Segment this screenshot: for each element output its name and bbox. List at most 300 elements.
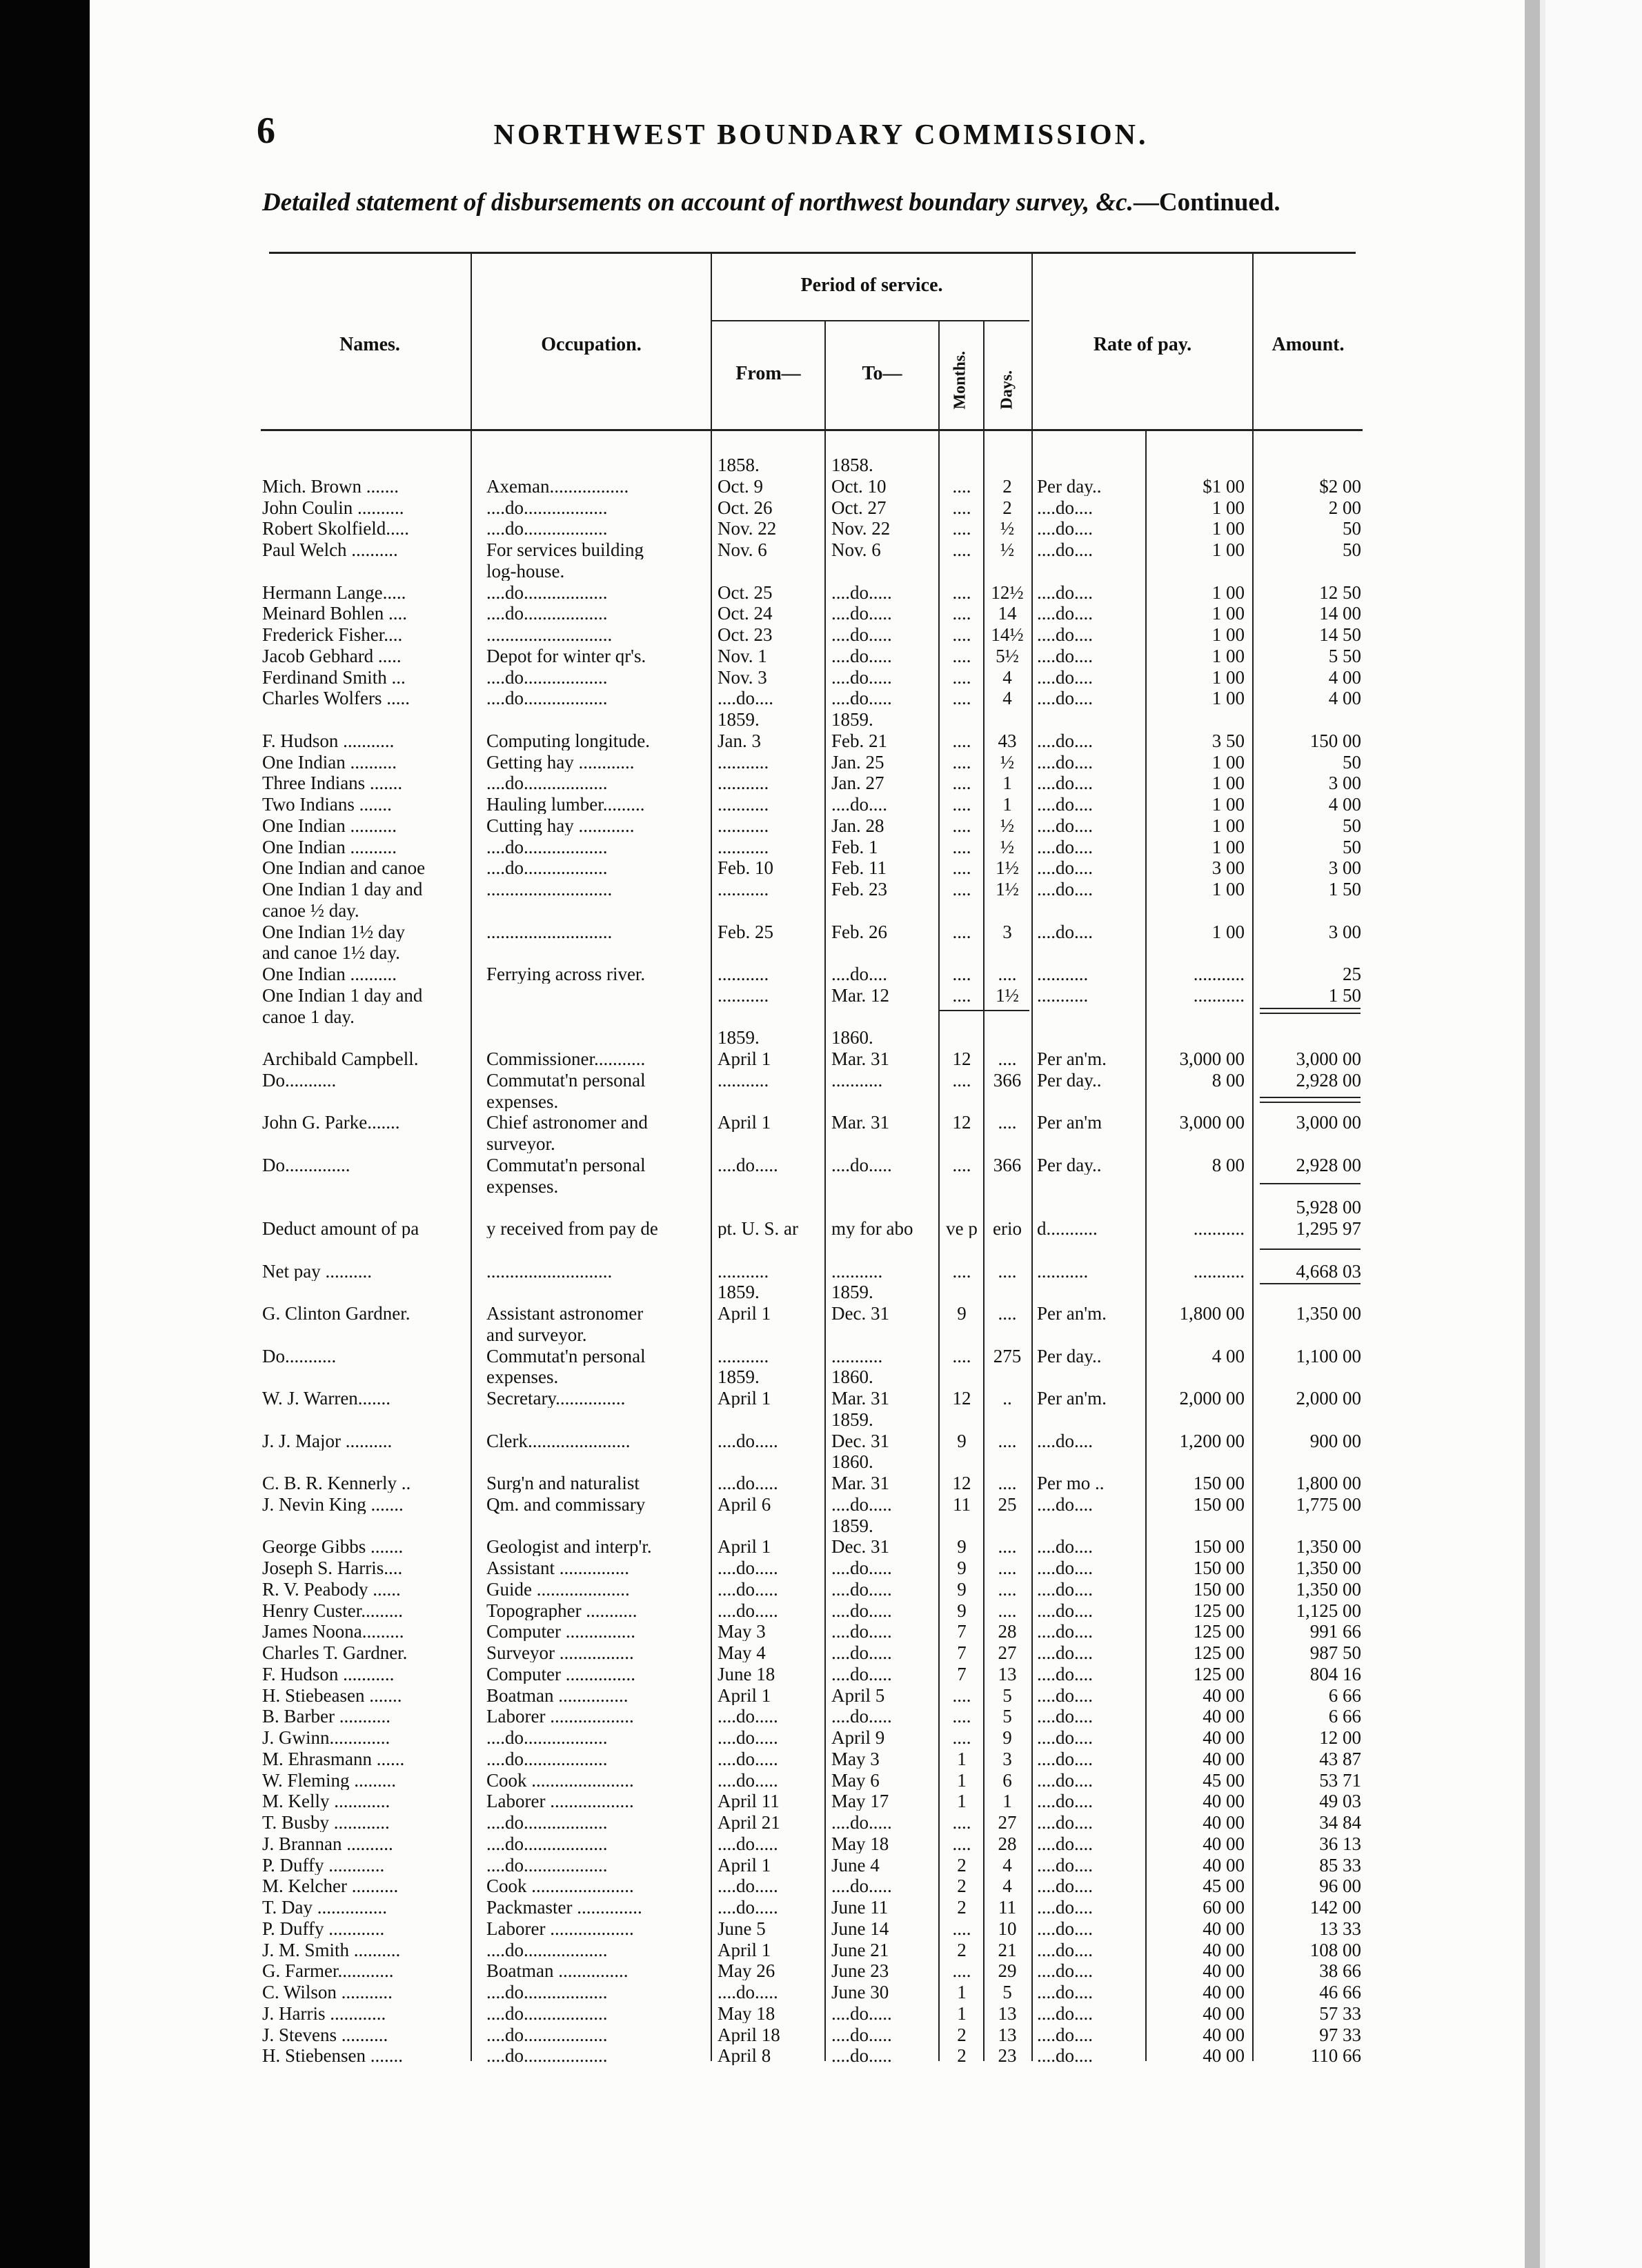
cell-from: ....do..... xyxy=(718,1600,778,1620)
cell-rate-unit: ....do.... xyxy=(1037,2003,1093,2023)
cell-to: 1860. xyxy=(831,1367,873,1387)
cell-name: and canoe 1½ day. xyxy=(262,943,400,963)
cell-name: canoe ½ day. xyxy=(262,900,359,920)
cell-days: .... xyxy=(998,1600,1017,1620)
cell-amount: 13 33 xyxy=(1319,1918,1361,1938)
cell-from: April 1 xyxy=(718,1940,771,1960)
cell-name: Net pay .......... xyxy=(262,1261,372,1281)
cell-months: .... xyxy=(952,625,971,644)
cell-days: ½ xyxy=(1000,837,1015,857)
period-subrule xyxy=(711,320,1029,321)
cell-name: H. Stiebensen ....... xyxy=(262,2046,403,2066)
cell-occ: Axeman................. xyxy=(486,476,629,496)
cell-rate-unit: ....do.... xyxy=(1037,540,1093,559)
cell-rate: 45 00 xyxy=(1203,1876,1245,1896)
cell-from: ....do..... xyxy=(718,1833,778,1853)
cell-months: .... xyxy=(952,497,971,517)
cell-rate: 3 50 xyxy=(1211,730,1245,750)
cell-rate: 1 00 xyxy=(1211,604,1245,624)
cell-name: J. Stevens .......... xyxy=(262,2025,388,2045)
cell-amount: 2 00 xyxy=(1328,497,1361,517)
cell-rate-unit: ....do.... xyxy=(1037,688,1093,708)
cell-name: B. Barber ........... xyxy=(262,1707,390,1727)
cell-to: 1858. xyxy=(831,455,873,475)
cell-occ: ........................... xyxy=(486,879,613,899)
cell-rate-unit: ....do.... xyxy=(1037,752,1093,772)
cell-rate: 1 00 xyxy=(1211,879,1245,899)
cell-occ: Packmaster .............. xyxy=(486,1898,642,1917)
cell-days: 5 xyxy=(1002,1685,1012,1705)
cell-rate: 150 00 xyxy=(1193,1473,1245,1493)
cell-to: Mar. 31 xyxy=(831,1113,889,1133)
cell-rate: $1 00 xyxy=(1203,476,1245,496)
cell-name: canoe 1 day. xyxy=(262,1006,355,1026)
cell-rate-unit: Per an'm. xyxy=(1037,1304,1107,1323)
header-period: Period of service. xyxy=(800,275,943,296)
cell-to: Dec. 31 xyxy=(831,1431,889,1451)
cell-to: ....do..... xyxy=(831,667,892,687)
cell-amount: 6 66 xyxy=(1328,1707,1361,1727)
cell-months: 2 xyxy=(957,1855,967,1875)
cell-occ: Commutat'n personal xyxy=(486,1346,646,1366)
cell-amount: 14 50 xyxy=(1319,625,1361,644)
cell-rate-unit: ....do.... xyxy=(1037,625,1093,644)
cell-days: .... xyxy=(998,1473,1017,1493)
cell-to: Jan. 27 xyxy=(831,773,884,793)
cell-rate: 40 00 xyxy=(1203,1728,1245,1747)
cell-to: Nov. 22 xyxy=(831,519,891,539)
cell-occ: expenses. xyxy=(486,1176,559,1196)
cell-days: 1 xyxy=(1002,773,1012,793)
cell-name: Hermann Lange..... xyxy=(262,582,406,602)
cell-rate-unit: ....do.... xyxy=(1037,1494,1093,1514)
cell-amount: 6 66 xyxy=(1328,1685,1361,1705)
cell-occ: Computer ............... xyxy=(486,1622,635,1642)
cell-to: ....do..... xyxy=(831,1664,892,1684)
cell-name: Joseph S. Harris.... xyxy=(262,1558,403,1578)
cell-amount: 85 33 xyxy=(1319,1855,1361,1875)
cell-days: 27 xyxy=(998,1813,1017,1832)
cell-days: .... xyxy=(998,964,1017,984)
cell-months: .... xyxy=(952,1728,971,1747)
cell-rate-unit: ....do.... xyxy=(1037,858,1093,878)
cell-amount: 12 50 xyxy=(1319,582,1361,602)
cell-from: ........... xyxy=(718,815,769,835)
cell-name: Do........... xyxy=(262,1346,337,1366)
cell-months: ve p xyxy=(946,1219,978,1238)
cell-rate: 40 00 xyxy=(1203,1813,1245,1832)
cell-amount: 4 00 xyxy=(1328,688,1361,708)
cell-months: 12 xyxy=(952,1389,971,1408)
cell-days: .... xyxy=(998,1431,1017,1451)
cell-to: ....do..... xyxy=(831,2025,892,2045)
cell-occ: expenses. xyxy=(486,1367,559,1387)
cell-name: F. Hudson ........... xyxy=(262,730,395,750)
cell-from: Oct. 9 xyxy=(718,476,763,496)
cell-rate: ........... xyxy=(1193,964,1245,984)
cell-from: April 1 xyxy=(718,1389,771,1408)
cell-amount: 50 xyxy=(1343,752,1361,772)
cell-to: 1860. xyxy=(831,1028,873,1048)
cell-name: One Indian 1½ day xyxy=(262,922,405,942)
cell-amount: 150 00 xyxy=(1309,730,1361,750)
cell-months: 1 xyxy=(957,1749,967,1769)
cell-amount: 36 13 xyxy=(1319,1833,1361,1853)
cell-from: Nov. 6 xyxy=(718,540,767,559)
sum-rule-2b xyxy=(1260,1102,1361,1103)
cell-months: .... xyxy=(952,1685,971,1705)
cell-days: .... xyxy=(998,1304,1017,1323)
cell-to: Dec. 31 xyxy=(831,1537,889,1557)
cell-days: 4 xyxy=(1002,667,1012,687)
cell-rate-unit: ....do.... xyxy=(1037,1728,1093,1747)
sum-rule-2 xyxy=(1260,1097,1361,1098)
cell-occ: Depot for winter qr's. xyxy=(486,646,646,666)
cell-to: ........... xyxy=(831,1346,883,1366)
cell-to: Mar. 12 xyxy=(831,985,889,1005)
cell-from: April 1 xyxy=(718,1304,771,1323)
cell-to: Mar. 31 xyxy=(831,1389,889,1408)
cell-rate: 40 00 xyxy=(1203,1940,1245,1960)
cell-from: pt. U. S. ar xyxy=(718,1219,798,1238)
cell-amount: 57 33 xyxy=(1319,2003,1361,2023)
col-sep-months xyxy=(983,321,985,2061)
cell-rate: 40 00 xyxy=(1203,1855,1245,1875)
cell-days: 2 xyxy=(1002,497,1012,517)
cell-amount: 1,350 00 xyxy=(1296,1558,1361,1578)
cell-rate: 40 00 xyxy=(1203,1961,1245,1981)
cell-amount: 987 50 xyxy=(1309,1643,1361,1662)
cell-rate-unit: ....do.... xyxy=(1037,667,1093,687)
cell-amount: 1,125 00 xyxy=(1296,1600,1361,1620)
cell-occ: ....do.................. xyxy=(486,1833,608,1853)
cell-rate: 1 00 xyxy=(1211,773,1245,793)
cell-months: .... xyxy=(952,922,971,942)
cell-to: 1859. xyxy=(831,1515,873,1535)
header-names: Names. xyxy=(339,334,400,355)
cell-rate-unit: Per day.. xyxy=(1037,1070,1102,1090)
cell-rate-unit: Per day.. xyxy=(1037,476,1102,496)
cell-name: Three Indians ....... xyxy=(262,773,403,793)
cell-name: W. Fleming ......... xyxy=(262,1770,397,1790)
cell-from: April 1 xyxy=(718,1049,771,1068)
cell-rate: 125 00 xyxy=(1193,1664,1245,1684)
cell-to: ....do..... xyxy=(831,2046,892,2066)
cell-days: 1 xyxy=(1002,1791,1012,1811)
cell-rate: 1 00 xyxy=(1211,837,1245,857)
cell-amount: 804 16 xyxy=(1309,1664,1361,1684)
cell-rate: 1 00 xyxy=(1211,815,1245,835)
cell-rate-unit: ....do.... xyxy=(1037,2025,1093,2045)
cell-rate: 150 00 xyxy=(1193,1537,1245,1557)
cell-months: 9 xyxy=(957,1537,967,1557)
cell-to: May 3 xyxy=(831,1749,880,1769)
cell-months: .... xyxy=(952,837,971,857)
cell-name: Meinard Bohlen .... xyxy=(262,604,407,624)
cell-rate-unit: ....do.... xyxy=(1037,795,1093,814)
cell-rate-unit: ....do.... xyxy=(1037,1961,1093,1981)
cell-from: ....do..... xyxy=(718,1749,778,1769)
cell-days: 6 xyxy=(1002,1770,1012,1790)
cell-to: my for abo xyxy=(831,1219,913,1238)
cell-rate: 2,000 00 xyxy=(1179,1389,1245,1408)
cell-months: .... xyxy=(952,795,971,814)
cell-months: 12 xyxy=(952,1473,971,1493)
cell-amount: 25 xyxy=(1343,964,1361,984)
cell-occ: ....do.................. xyxy=(486,604,608,624)
cell-name: One Indian .......... xyxy=(262,964,397,984)
cell-rate: 1,800 00 xyxy=(1179,1304,1245,1323)
cell-from: ....do..... xyxy=(718,1579,778,1599)
cell-occ: ....do.................. xyxy=(486,773,608,793)
cell-occ: ....do.................. xyxy=(486,1940,608,1960)
cell-days: 5 xyxy=(1002,1707,1012,1727)
cell-from: Oct. 24 xyxy=(718,604,773,624)
cell-rate-unit: ....do.... xyxy=(1037,1940,1093,1960)
cell-occ: Boatman ............... xyxy=(486,1961,629,1981)
cell-days: 29 xyxy=(998,1961,1017,1981)
col-sep-rate xyxy=(1252,254,1254,2061)
cell-name: C. B. R. Kennerly .. xyxy=(262,1473,411,1493)
cell-days: 3 xyxy=(1002,1749,1012,1769)
cell-rate-unit: ....do.... xyxy=(1037,646,1093,666)
cell-from: April 1 xyxy=(718,1685,771,1705)
cell-occ: Cutting hay ............ xyxy=(486,815,635,835)
sum-rule-4 xyxy=(1260,1249,1361,1250)
header-amount: Amount. xyxy=(1272,334,1345,355)
cell-days: .... xyxy=(998,1537,1017,1557)
cell-occ: surveyor. xyxy=(486,1134,555,1153)
cell-rate-unit: ....do.... xyxy=(1037,1622,1093,1642)
cell-months: 1 xyxy=(957,2003,967,2023)
cell-name: One Indian 1 day and xyxy=(262,985,423,1005)
cell-rate-unit: ....do.... xyxy=(1037,1749,1093,1769)
table-caption xyxy=(262,188,1280,217)
cell-rate-unit: ....do.... xyxy=(1037,1537,1093,1557)
cell-days: 21 xyxy=(998,1940,1017,1960)
cell-rate: 1 00 xyxy=(1211,688,1245,708)
cell-months: .... xyxy=(952,1961,971,1981)
cell-amount: 2,000 00 xyxy=(1296,1389,1361,1408)
cell-occ: ....do.................. xyxy=(486,1855,608,1875)
cell-name: J. Brannan .......... xyxy=(262,1833,393,1853)
cell-from: ....do..... xyxy=(718,1728,778,1747)
cell-days: .... xyxy=(998,1558,1017,1578)
header-to: To— xyxy=(862,363,902,384)
cell-to: 1859. xyxy=(831,1409,873,1429)
cell-from: Nov. 22 xyxy=(718,519,777,539)
cell-months: 7 xyxy=(957,1643,967,1662)
cell-rate: 1 00 xyxy=(1211,540,1245,559)
cell-occ: ........................... xyxy=(486,625,613,644)
cell-days: 4 xyxy=(1002,688,1012,708)
cell-from: ....do..... xyxy=(718,1558,778,1578)
cell-from: ........... xyxy=(718,1261,769,1281)
cell-rate-unit: ....do.... xyxy=(1037,730,1093,750)
cell-months: .... xyxy=(952,667,971,687)
cell-occ: Hauling lumber......... xyxy=(486,795,645,814)
cell-rate: 150 00 xyxy=(1193,1558,1245,1578)
cell-to: June 21 xyxy=(831,1940,889,1960)
cell-to: Feb. 26 xyxy=(831,922,887,942)
cell-amount: 1,775 00 xyxy=(1296,1494,1361,1514)
cell-amount: 43 87 xyxy=(1319,1749,1361,1769)
cell-rate-unit: ....do.... xyxy=(1037,1918,1093,1938)
cell-rate-unit: Per day.. xyxy=(1037,1155,1102,1175)
cell-rate-unit: Per mo .. xyxy=(1037,1473,1105,1493)
cell-months: .... xyxy=(952,1707,971,1727)
cell-amount: 108 00 xyxy=(1309,1940,1361,1960)
cell-months: .... xyxy=(952,815,971,835)
cell-to: ....do..... xyxy=(831,1707,892,1727)
cell-months: 1 xyxy=(957,1770,967,1790)
cell-months: 1 xyxy=(957,1982,967,2002)
cell-to: ....do.... xyxy=(831,795,887,814)
cell-from: April 11 xyxy=(718,1791,780,1811)
cell-amount: 1 50 xyxy=(1328,985,1361,1005)
cell-rate-unit: ....do.... xyxy=(1037,582,1093,602)
cell-days: 4 xyxy=(1002,1876,1012,1896)
cell-to: ....do..... xyxy=(831,582,892,602)
cell-to: Feb. 23 xyxy=(831,879,887,899)
cell-amount: 110 66 xyxy=(1310,2046,1361,2066)
cell-days: ½ xyxy=(1000,519,1015,539)
cell-days: 14½ xyxy=(991,625,1024,644)
col-sep-days xyxy=(1031,254,1033,2061)
cell-months: .... xyxy=(952,582,971,602)
cell-occ: Guide .................... xyxy=(486,1579,630,1599)
cell-months: 2 xyxy=(957,1940,967,1960)
cell-days: 5½ xyxy=(996,646,1019,666)
cell-occ: Assistant ............... xyxy=(486,1558,630,1578)
cell-occ: Qm. and commissary xyxy=(486,1494,646,1514)
cell-occ: Assistant astronomer xyxy=(486,1304,644,1323)
cell-days: 1½ xyxy=(996,858,1019,878)
cell-occ: ....do.................. xyxy=(486,858,608,878)
cell-to: May 17 xyxy=(831,1791,889,1811)
cell-rate: 4 00 xyxy=(1211,1346,1245,1366)
cell-occ: Computer ............... xyxy=(486,1664,635,1684)
sum-rule-months xyxy=(940,1010,1029,1011)
cell-name: James Noona......... xyxy=(262,1622,404,1642)
cell-months: .... xyxy=(952,688,971,708)
cell-rate: 1 00 xyxy=(1211,752,1245,772)
cell-to: ....do..... xyxy=(831,1643,892,1662)
cell-rate-unit: ....do.... xyxy=(1037,1431,1093,1451)
cell-days: ½ xyxy=(1000,752,1015,772)
cell-amount: 49 03 xyxy=(1319,1791,1361,1811)
cell-to: ....do.... xyxy=(831,964,887,984)
cell-months: 2 xyxy=(957,2046,967,2066)
cell-name: Paul Welch .......... xyxy=(262,540,398,559)
cell-name: Charles Wolfers ..... xyxy=(262,688,410,708)
cell-days: .... xyxy=(998,1579,1017,1599)
cell-amount: 96 00 xyxy=(1319,1876,1361,1896)
cell-rate: 1 00 xyxy=(1211,582,1245,602)
cell-name: George Gibbs ....... xyxy=(262,1537,404,1557)
cell-months: .... xyxy=(952,1346,971,1366)
cell-to: April 9 xyxy=(831,1728,885,1747)
cell-months: .... xyxy=(952,1155,971,1175)
cell-occ: Laborer .................. xyxy=(486,1791,634,1811)
cell-days: ½ xyxy=(1000,815,1015,835)
cell-rate: ........... xyxy=(1193,1261,1245,1281)
cell-amount: 5,928 00 xyxy=(1296,1197,1361,1217)
cell-amount: 97 33 xyxy=(1319,2025,1361,2045)
cell-to: Jan. 25 xyxy=(831,752,884,772)
cell-amount: 34 84 xyxy=(1319,1813,1361,1832)
cell-from: May 18 xyxy=(718,2003,775,2023)
cell-from: June 5 xyxy=(718,1918,766,1938)
cell-rate-unit: ....do.... xyxy=(1037,815,1093,835)
cell-name: Archibald Campbell. xyxy=(262,1049,419,1068)
cell-rate: 3,000 00 xyxy=(1179,1049,1245,1068)
cell-rate-unit: Per an'm. xyxy=(1037,1389,1107,1408)
cell-occ: Boatman ............... xyxy=(486,1685,629,1705)
cell-from: June 18 xyxy=(718,1664,775,1684)
cell-days: .... xyxy=(998,1049,1017,1068)
cell-months: .... xyxy=(952,985,971,1005)
cell-amount: 50 xyxy=(1343,815,1361,835)
cell-rate: 150 00 xyxy=(1193,1579,1245,1599)
cell-rate-unit: ....do.... xyxy=(1037,773,1093,793)
cell-rate-unit: ....do.... xyxy=(1037,1855,1093,1875)
header-days: Days. xyxy=(998,370,1016,410)
cell-months: 7 xyxy=(957,1664,967,1684)
cell-name: Ferdinand Smith ... xyxy=(262,667,406,687)
cell-name: G. Farmer............ xyxy=(262,1961,394,1981)
cell-to: ....do..... xyxy=(831,1600,892,1620)
cell-to: April 5 xyxy=(831,1685,885,1705)
cell-occ: Surveyor ................ xyxy=(486,1643,634,1662)
cell-months: .... xyxy=(952,730,971,750)
cell-from: 1859. xyxy=(718,1282,760,1302)
cell-name: W. J. Warren....... xyxy=(262,1389,391,1408)
cell-name: Jacob Gebhard ..... xyxy=(262,646,402,666)
cell-amount: 1,100 00 xyxy=(1296,1346,1361,1366)
cell-from: ........... xyxy=(718,1070,769,1090)
cell-days: .. xyxy=(1002,1389,1012,1408)
cell-name: Do.............. xyxy=(262,1155,350,1175)
cell-from: ....do..... xyxy=(718,1473,778,1493)
cell-days: 23 xyxy=(998,2046,1017,2066)
cell-rate: 40 00 xyxy=(1203,1791,1245,1811)
cell-from: ....do..... xyxy=(718,1898,778,1917)
cell-days: 1½ xyxy=(996,879,1019,899)
cell-occ: ....do.................. xyxy=(486,582,608,602)
cell-from: ........... xyxy=(718,1346,769,1366)
cell-occ: Secretary............... xyxy=(486,1389,626,1408)
header-from: From— xyxy=(735,363,801,384)
cell-rate-unit: ....do.... xyxy=(1037,1791,1093,1811)
cell-occ: ....do.................. xyxy=(486,519,608,539)
sum-rule-3 xyxy=(1260,1183,1361,1184)
cell-to: ....do..... xyxy=(831,646,892,666)
cell-occ: ....do.................. xyxy=(486,837,608,857)
cell-to: Mar. 31 xyxy=(831,1049,889,1068)
cell-rate-unit: ........... xyxy=(1037,1261,1089,1281)
cell-days: .... xyxy=(998,1113,1017,1133)
cell-from: Feb. 10 xyxy=(718,858,773,878)
header-rate: Rate of pay. xyxy=(1093,334,1192,355)
cell-rate: ........... xyxy=(1193,985,1245,1005)
page-number: 6 xyxy=(257,110,275,151)
cell-from: ........... xyxy=(718,773,769,793)
cell-from: ....do..... xyxy=(718,1770,778,1790)
cell-from: ........... xyxy=(718,795,769,814)
cell-occ: Laborer .................. xyxy=(486,1707,634,1727)
col-sep-from xyxy=(824,321,826,2061)
